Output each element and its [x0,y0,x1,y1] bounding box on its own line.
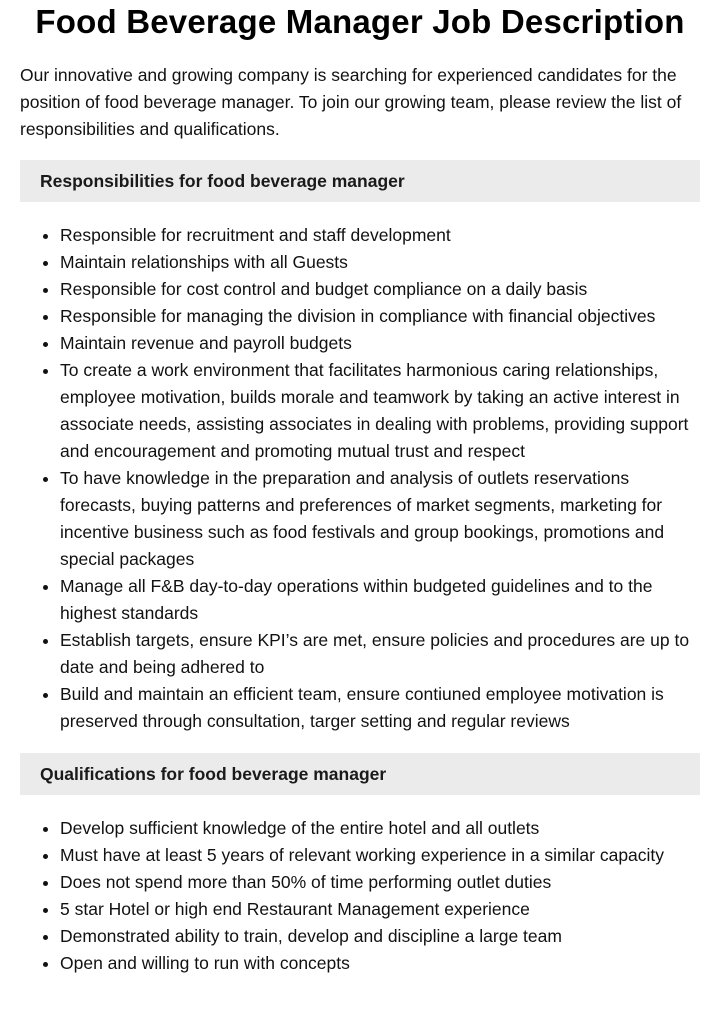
list-item: • Does not spend more than 50% of time performing outlet duties [60,869,700,896]
list-item: • Build and maintain an efficient team, ensure contiuned employee motivation is preserved through consultation, targer setting and regular reviews [60,681,700,735]
list-item: • Establish targets, ensure KPI’s are met, ensure policies and procedures are up to date and being adhered to [60,627,700,681]
qualifications-heading: Qualifications for food beverage manager [20,753,700,795]
list-item: • Responsible for recruitment and staff development [60,222,700,249]
list-item: • Develop sufficient knowledge of the entire hotel and all outlets [60,815,700,842]
list-item: • Maintain revenue and payroll budgets [60,330,700,357]
list-item: • To create a work environment that facilitates harmonious caring relationships, employee motivation, builds morale and teamwork by taking an active interest in associate needs, assisting associates in dealing with problems, providing support and encouragement and promoting mutual trust and respect [60,357,700,465]
responsibilities-list [20,222,700,735]
list-item: • Open and willing to run with concepts [60,950,700,977]
responsibilities-heading: Responsibilities for food beverage manager [20,160,700,202]
intro-paragraph: Our innovative and growing company is searching for experienced candidates for the position of food beverage manager. To join our growing team, please review the list of responsibilities and qualifications. [20,65,682,139]
list-item: • Manage all F&B day-to-day operations within budgeted guidelines and to the highest standards [60,573,700,627]
list-item: • 5 star Hotel or high end Restaurant Management experience [60,896,700,923]
page-title: Food Beverage Manager Job Description [35,3,685,40]
list-item: • To have knowledge in the preparation and analysis of outlets reservations forecasts, buying patterns and preferences of market segments, marketing for incentive business such as food festivals and group bookings, promotions and special packages [60,465,700,573]
qualifications-list [20,815,700,977]
list-item: • Must have at least 5 years of relevant working experience in a similar capacity [60,842,700,869]
list-item: • Maintain relationships with all Guests [60,249,700,276]
list-item: • Responsible for cost control and budget compliance on a daily basis [60,276,700,303]
list-item: • Responsible for managing the division in compliance with financial objectives [60,303,700,330]
list-item: • Demonstrated ability to train, develop and discipline a large team [60,923,700,950]
